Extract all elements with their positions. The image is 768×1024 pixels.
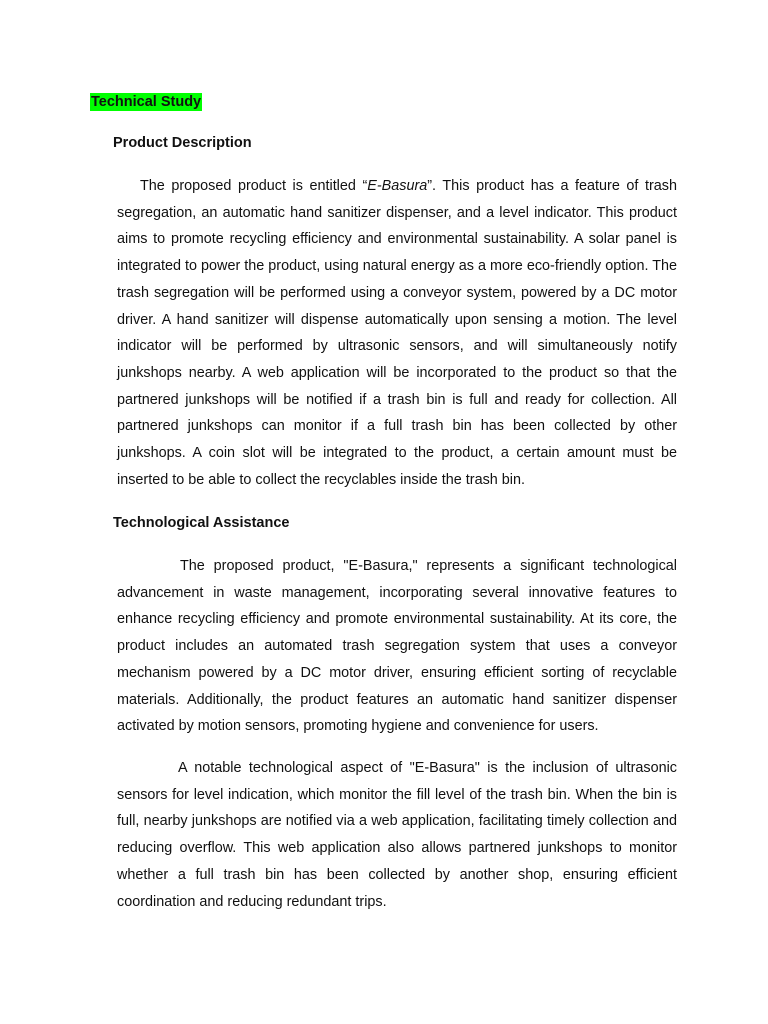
paragraph-product-description (117, 173, 677, 493)
paragraph-text-rest: ”. This product has a feature of trash segregation, an automatic hand sanitizer dispenser, and a level indicator. This product aims to promote recycling efficiency and environmental sustainability. A solar panel is integrated to power the product, using natural energy as a more eco-friendly option. The trash segregation will be performed using a conveyor system, powered by a DC motor driver. A hand sanitizer will dispense automatically upon sensing a motion. The level indicator will be performed by ultrasonic sensors, and will simultaneously notify junkshops nearby. A web application will be incorporated to the product so that the partnered junkshops will be notified if a trash bin is full and ready for collection. All partnered junkshops can monitor if a full trash bin has been collected by other junkshops. A coin slot will be integrated to the product, a certain amount must be inserted to be able to collect the recyclables inside the trash bin. (117, 178, 677, 488)
paragraph-technological-assistance-1: The proposed product, "E-Basura," represents a significant technological advancement in waste management, incorporating several innovative features to enhance recycling efficiency and promote environmental sustainability. At its core, the product includes an automated trash segregation system that uses a conveyor mechanism powered by a DC motor driver, ensuring efficient sorting of recyclable materials. Additionally, the product features an automatic hand sanitizer dispenser activated by motion sensors, promoting hygiene and convenience for users. (117, 558, 677, 735)
section-heading-product-description: Product Description (113, 135, 252, 151)
document-title: Technical Study (91, 94, 202, 110)
paragraph-technological-assistance-2: A notable technological aspect of "E-Basura" is the inclusion of ultrasonic sensors for level indication, which monitor the fill level of the trash bin. When the bin is full, nearby junkshops are notified via a web application, facilitating timely collection and reducing overflow. This web application also allows partnered junkshops to monitor whether a full trash bin has been collected by another shop, ensuring efficient coordination and reducing redundant trips. (117, 760, 677, 910)
paragraph-text-start: The proposed product is entitled “ (140, 178, 368, 194)
section-heading-technological-assistance: Technological Assistance (113, 515, 290, 531)
product-name-italic: E-Basura (367, 178, 428, 194)
